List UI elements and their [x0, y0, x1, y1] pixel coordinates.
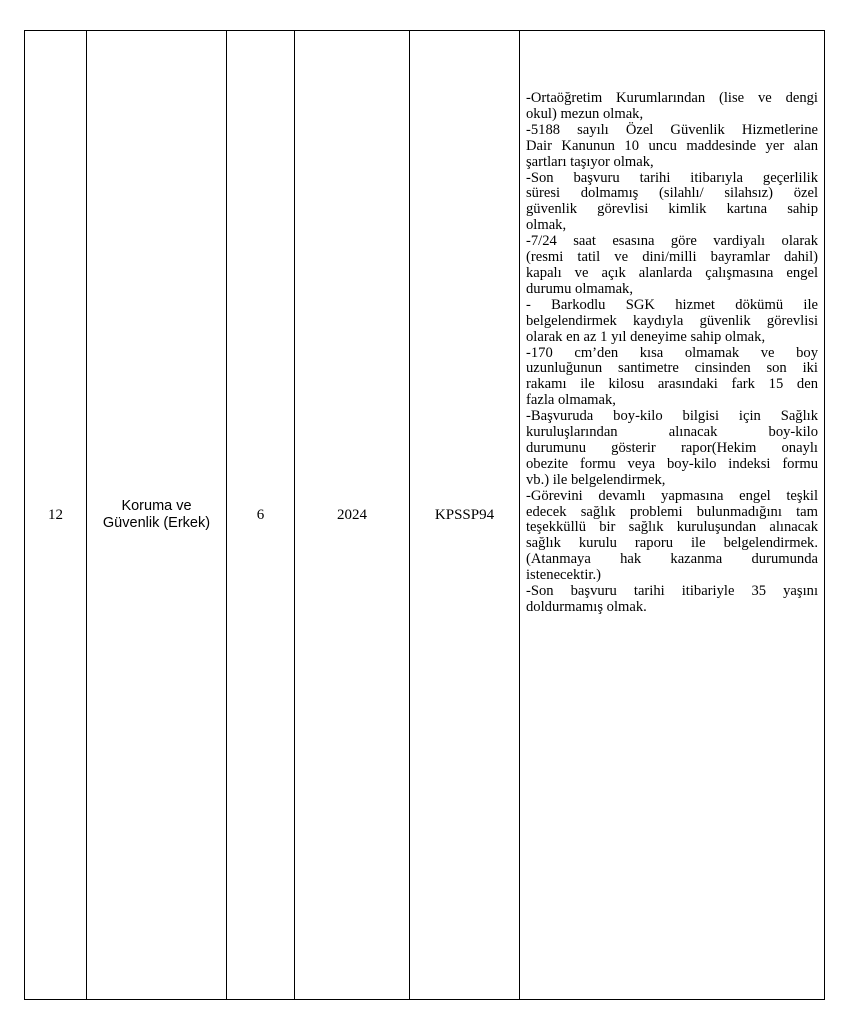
requirement-line: sağlık kurulu raporu ile belgelendirmek.: [526, 535, 818, 552]
requirement-line: obezite formu veya boy-kilo indeksi formu: [526, 455, 818, 472]
requirement-line: durumu olmamak,: [526, 280, 634, 297]
requirement-line: Dair Kanunun 10 uncu maddesinde yer alan: [526, 137, 818, 154]
requirement-line: belgelendirmek kaydıyla güvenlik görevlisi: [526, 312, 818, 329]
requirement-line: şartları taşıyor olmak,: [526, 153, 654, 170]
requirement-line: -Başvuruda boy-kilo bilgisi için Sağlık: [526, 408, 818, 425]
requirement-line: rakamı ile kilosu arasındaki fark 15 den: [526, 376, 818, 393]
position-count: 6: [256, 506, 265, 523]
requirement-line: olarak en az 1 yıl deneyime sahip olmak,: [526, 328, 766, 345]
requirement-line: -Son başvuru tarihi itibarıyla geçerlilik: [526, 169, 818, 186]
requirement-line: -Görevini devamlı yapmasına engel teşkil: [526, 487, 818, 504]
requirement-line: okul) mezun olmak,: [526, 105, 644, 122]
requirement-line: - Barkodlu SGK hizmet dökümü ile: [526, 296, 818, 313]
requirement-line: kapalı ve açık alanlarda çalışmasına engel: [526, 264, 818, 281]
requirement-line: -170 cm’den kısa olmamak ve boy: [526, 344, 818, 361]
requirement-line: teşekküllü bir sağlık kuruluşundan alınacak: [526, 519, 818, 536]
requirement-line: uzunluğunun santimetre cinsinden son iki: [526, 360, 818, 377]
exam-year-cell: [295, 31, 410, 1000]
requirement-line: doldurmamış olmak.: [526, 599, 647, 615]
requirement-line: vb.) ile belgelendirmek,: [526, 471, 666, 488]
kpss-score-type-cell: [410, 31, 520, 1000]
position-title-cell: [87, 31, 227, 1000]
position-table: [24, 30, 825, 1000]
requirement-line: süresi dolmamış (silahlı/ silahsız) özel: [526, 185, 818, 202]
table-row: [25, 31, 825, 1000]
requirement-line: durumunu gösterir rapor(Hekim onaylı: [526, 439, 818, 456]
position-title-line-2: Güvenlik (Erkek): [102, 515, 211, 531]
requirement-line: edecek sağlık problemi bulunmadığını tam: [526, 503, 818, 520]
requirement-line: -5188 sayılı Özel Güvenlik Hizmetlerine: [526, 121, 818, 138]
requirement-line: -Son başvuru tarihi itibariyle 35 yaşını: [526, 583, 818, 600]
row-number-cell: [25, 31, 87, 1000]
kpss-score-type: KPSSP94: [434, 506, 495, 523]
position-title-line-1: Koruma ve: [121, 498, 192, 514]
requirement-line: olmak,: [526, 217, 567, 234]
requirement-line: -7/24 saat esasına göre vardiyalı olarak: [526, 233, 818, 250]
requirement-line: (resmi tatil ve dini/milli bayramlar dahil): [526, 249, 818, 266]
requirement-line: -Ortaöğretim Kurumlarından (lise ve dengi: [526, 90, 818, 106]
requirement-line: istenecektir.): [526, 567, 601, 584]
requirements-cell: [520, 31, 825, 1000]
requirements-text: [526, 91, 818, 616]
requirement-line: güvenlik görevlisi kimlik kartına sahip: [526, 201, 818, 218]
requirement-line: (Atanmaya hak kazanma durumunda: [526, 551, 818, 568]
row-number: 12: [48, 506, 63, 523]
exam-year: 2024: [337, 506, 367, 523]
requirement-line: fazla olmamak,: [526, 392, 616, 409]
position-count-cell: [227, 31, 295, 1000]
requirement-line: kuruluşlarından alınacak boy-kilo: [526, 424, 818, 441]
